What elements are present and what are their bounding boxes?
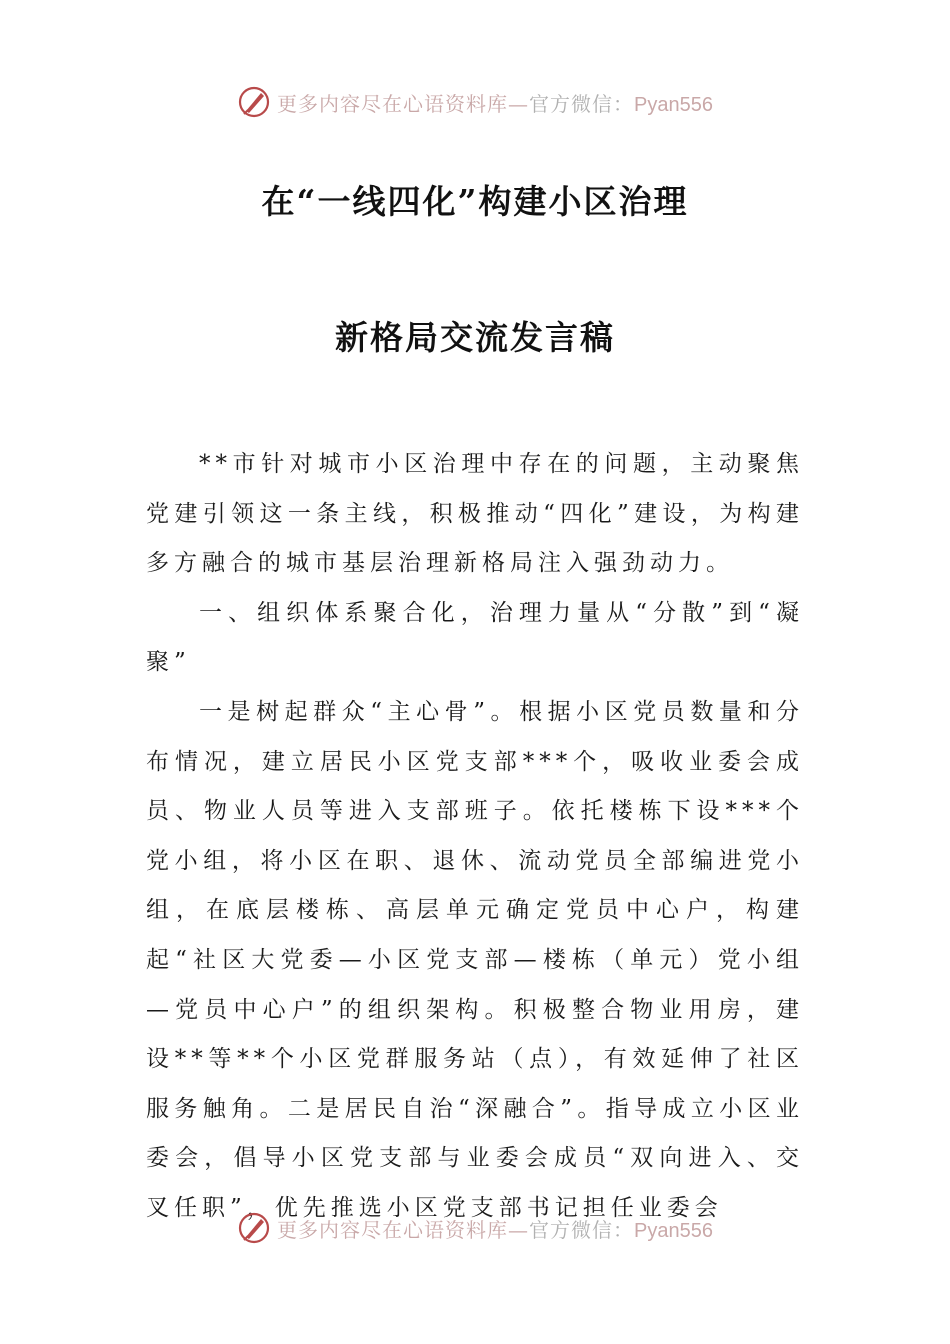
- document-body: [146, 440, 804, 1234]
- wechat-id: Pyan556: [634, 93, 713, 116]
- watermark-text: 更多内容尽在心语资料库—官方微信：Pyan556: [277, 1217, 713, 1242]
- section-heading: 一、组织体系聚合化，治理力量从“分散”到“凝聚”: [146, 599, 804, 676]
- quill-pen-circle-icon: [237, 85, 271, 119]
- header-watermark: [0, 82, 950, 122]
- wechat-id: Pyan556: [634, 1219, 713, 1242]
- paragraph-content: 一是树起群众“主心骨”。根据小区党员数量和分布情况，建立居民小区党支部***个，吸收业委会成员、物业人员等进入支部班子。依托楼栋下设***个党小组，将小区在职、退休、流动党员全部编进党小组，在底层楼栋、高层单元确定党员中心户，构建起“社区大党委—小区党支部—楼栋（单元）党小组—党员中心户”的组织架构。积极整合物业用房，建设**等**个小区党群服务站（点），有效延伸了社区服务触角。二是居民自治“深融合”。指导成立小区业委会，倡导小区党支部与业委会成员“双向进入、交叉任职”，优先推选小区党支部书记担任业委会: [146, 698, 804, 1221]
- document-subtitle: 新格局交流发言稿: [335, 318, 615, 357]
- paragraph-intro: **市针对城市小区治理中存在的问题，主动聚焦党建引领这一条主线，积极推动“四化”建设，为构建多方融合的城市基层治理新格局注入强劲动力。: [146, 451, 804, 577]
- document-title: 在“一线四化”构建小区治理: [261, 182, 689, 221]
- footer-watermark: [0, 1208, 950, 1248]
- quill-pen-circle-icon: [237, 1211, 271, 1245]
- watermark-text: 更多内容尽在心语资料库—官方微信：Pyan556: [277, 91, 713, 116]
